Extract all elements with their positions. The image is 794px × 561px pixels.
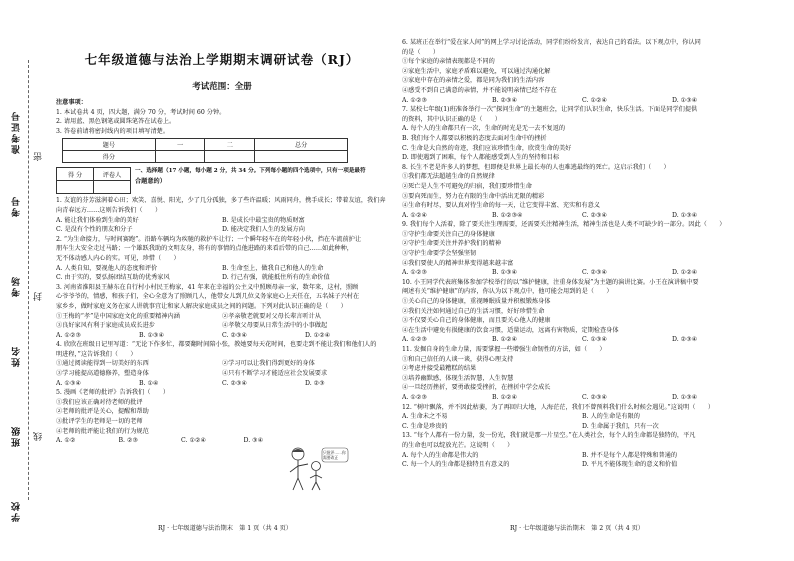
option[interactable]: B. ②③ xyxy=(118,437,139,445)
question-stem: 2. “为生命接力，与时间赛跑”。沿路车辆均为疾驰的救护车让行；一个瞬年轻车在的年轻小伙，挡在车流前护让 xyxy=(56,235,362,243)
label-exam-room: 考场 xyxy=(12,275,22,297)
option[interactable]: A. 每个人的生命都是伟大的 xyxy=(402,451,479,459)
question-4 xyxy=(56,340,388,388)
option[interactable]: B. 生命至上，做我自己和他人的生命 xyxy=(222,264,324,272)
statement: ②孝亲敬老就要对父母长辈言听计从 xyxy=(222,312,321,320)
cut-mark-line: 线 xyxy=(34,430,44,441)
statement: ①守护生命要关注自己的身体健康 xyxy=(402,230,495,238)
question-13 xyxy=(402,431,762,469)
question-stem: 阐述有关“维护健康”的内容，你认为以下观点中，他可能会用到的是（ ） xyxy=(402,288,613,296)
question-stem: 向青春远方……这则告诉我们（ ） xyxy=(56,206,162,214)
option[interactable]: C. ②③④ xyxy=(582,393,608,401)
label-seat-number: 考号 xyxy=(12,195,22,217)
statement: ③学习能提高道德修养，塑造身体 xyxy=(56,370,149,378)
question-stem: 6. 某班正在举行“爱在家人间”的网上学习讨论活动，同学们纷纷发言，表达自己的看法。以下观点中，你认同 xyxy=(402,39,701,46)
section1-header xyxy=(56,167,388,194)
statement: ②守护生命要关注并养护我们的精神 xyxy=(402,240,501,248)
question-5 xyxy=(56,388,306,446)
label-class: 班级 xyxy=(12,425,22,447)
option[interactable]: C. 生命是大自然的奇迹，我们应该珍惜生命，欣赏生命的美好 xyxy=(402,144,572,152)
score-cell[interactable] xyxy=(205,151,255,163)
page-footer-right: RJ · 七年级道德与法治期末 第 2 页（共 4 页） xyxy=(510,525,644,532)
statement: ④只有不断学习才能适应社会发展要求 xyxy=(222,370,328,378)
option[interactable]: D. 平凡不能体现生命的意义和价值 xyxy=(582,461,678,469)
statement: ②我们关注如何通过自己的生活习惯，好好珍惜生命 xyxy=(402,307,545,315)
option[interactable]: D. ③④ xyxy=(243,437,264,445)
option[interactable]: D. ②③④ xyxy=(672,336,698,344)
option[interactable]: A. ①②③ xyxy=(402,336,428,344)
option[interactable]: B. ①②④ xyxy=(492,393,518,401)
statement: ①关心自己的身体健康，重视睡眠质量并积极锻炼身体 xyxy=(402,298,551,306)
score-header: 题号 xyxy=(63,139,156,151)
option[interactable]: D. ①②④ xyxy=(672,269,698,277)
label-name: 姓名 xyxy=(12,345,22,367)
statement: ②学习可以让我们得到更好的身体 xyxy=(222,360,315,368)
option[interactable]: B. 并不是每个人都是特殊和普通的 xyxy=(582,451,678,459)
question-stem: 9. 我们每个人活着，除了要关注生理需要，还需要关注精神生活，精神生活也是人类不可缺少的一部分。因此（ ） xyxy=(402,221,726,229)
grader-score-label: 得 分 xyxy=(57,168,94,181)
label-exam-number: 准考证号 xyxy=(12,110,22,154)
statement: ①我们应该正确对待老师的批评 xyxy=(56,398,143,406)
exam-scope: 考试范围：全册 xyxy=(192,82,252,92)
option[interactable]: B. 人的生命是有限的 xyxy=(582,413,640,421)
statement: ②老师的批评是关心，提醒和帮助 xyxy=(56,408,149,416)
statement: ③良好家风有利于家庭成员成长进步 xyxy=(56,322,155,330)
option[interactable]: A. 每个人的生命都只有一次，生命的时光是无一去不复返的 xyxy=(402,125,566,133)
question-3 xyxy=(56,283,388,341)
option[interactable]: C. 由于实的，要弘扬团结互助的优秀家风 xyxy=(56,274,170,282)
statement: ②家庭生活中，家庭矛盾难以避免，可以通过沟通化解 xyxy=(402,67,551,75)
option[interactable]: C. ②③④ xyxy=(582,211,608,219)
note-item: 2. 请用蓝、黑色钢笔或圆珠笔答在试卷上。 xyxy=(56,118,176,126)
option[interactable]: D. ①③④ xyxy=(672,393,698,401)
statement: ④老师的批评能让我们的行为规范 xyxy=(56,427,149,435)
question-9 xyxy=(402,220,762,278)
grader-box xyxy=(56,167,131,194)
statement: ③不仅要关心自己的身体健康，而且要关心他人的健康 xyxy=(402,317,551,325)
statement: ①和自己信任的人谈一谈，获得心理支持 xyxy=(402,355,514,363)
question-stem: 的是（ ） xyxy=(402,48,440,56)
teacher-criticism-cartoon xyxy=(282,444,350,494)
option[interactable]: A. ①②③ xyxy=(402,393,428,401)
cartoon-caption: 只批评……你需要改正 xyxy=(323,450,346,460)
statement: ③要向死而生，努力在有限的生命中活出无限的精彩 xyxy=(402,192,545,200)
question-stem: 明进程，”这告诉我们（ ） xyxy=(56,350,137,358)
cut-mark-close: 封 xyxy=(34,290,44,301)
question-stem: 10. 小王同学代表班集体参加学校举行的以“维护健康，注重身体发展”为主题的演讲比赛。小王在演讲稿中要 xyxy=(402,278,699,286)
question-stem: 心爷爷爷的，情感，和孩子们，全心全意为了照顾几人，他带女儿到几位义务家庭心上天任在，五名妹子兴村在 xyxy=(56,293,360,301)
option[interactable]: A. ①②③ xyxy=(402,96,428,104)
score-header: 二 xyxy=(205,139,255,151)
question-6 xyxy=(402,38,762,105)
option[interactable]: A. ①②③ xyxy=(56,331,82,339)
statement: ②死亡是人生不可避免的归宿，我们要珍惜生命 xyxy=(402,182,532,190)
option[interactable]: C. 每一个人的生命都是独特且有意义的 xyxy=(402,461,510,469)
option[interactable]: D. ②③ xyxy=(305,379,325,387)
label-school: 学校 xyxy=(12,500,22,522)
option[interactable]: C. ②③④ xyxy=(582,269,608,277)
question-stem: 家乡乡，做时家庭义务在家人讲就事宜让和家人解决家庭成员之间的问题。下列对此认识正确的是（ ） xyxy=(56,302,347,310)
option[interactable]: C. ②③④ xyxy=(222,331,248,339)
right-page xyxy=(402,38,762,538)
question-stem: 无不体动感人内心的实。可见，珍惜（ ） xyxy=(56,254,180,262)
option[interactable]: A. ①②④ xyxy=(402,211,428,219)
option[interactable]: C. 是没有个性的朋友和分子 xyxy=(56,226,133,234)
question-8 xyxy=(402,163,762,221)
option[interactable]: C. ①②④ xyxy=(181,437,207,445)
statement: ①我们都无法超越生命的自然规律 xyxy=(402,173,495,181)
question-stem: 5. 漫画《老师的批评》告诉我们（ ） xyxy=(56,389,170,397)
option[interactable]: B. ①②③④ xyxy=(492,211,523,219)
option[interactable]: C. ①③④ xyxy=(582,336,608,344)
cut-mark-seal: 密 xyxy=(34,150,44,161)
statement: ④孝敬父母要从日常生活中的小事做起 xyxy=(222,322,328,330)
statement: ③批评学生的老师是一切的老师 xyxy=(56,418,143,426)
note-item: 3. 答卷前请将密封线内的项目填写清楚。 xyxy=(56,127,170,135)
statement: ②考虑并接受最糟糕的结果 xyxy=(402,365,477,373)
option[interactable]: B. ①②④ xyxy=(492,336,518,344)
option[interactable]: A. 人类自知，要视他人的态度和评价 xyxy=(56,264,158,272)
statement: ①每个家庭的亲情表现都是不同的 xyxy=(402,58,495,66)
section1-instruction-cont: 合题意的） xyxy=(135,177,166,185)
option[interactable]: A. ①②③ xyxy=(402,269,428,277)
statement: ④感受不到自己满意的亲情，并不能说明亲情已经不存在 xyxy=(402,86,557,94)
question-10 xyxy=(402,278,762,345)
question-stem: 13. “每个人都有一份力量，发一份光，我们就是那一片星空。”在人类社会，每个人的生命都是独特的，平凡 xyxy=(402,432,696,440)
grader-cell[interactable] xyxy=(57,181,94,194)
option[interactable]: D. ①③④ xyxy=(672,96,698,104)
statement: ④我们要使人的精神世界变得越来越丰富 xyxy=(402,259,514,267)
option[interactable]: A. ①③④ xyxy=(56,379,82,387)
option[interactable]: B. ②③④ xyxy=(492,96,518,104)
score-header: 一 xyxy=(155,139,205,151)
score-cell[interactable] xyxy=(155,151,205,163)
statement: ③家庭中存在的亲情之爱，都是同为我们的生活内容 xyxy=(402,77,545,85)
option[interactable]: B. ①④ xyxy=(139,379,159,387)
option[interactable]: D. ①③④ xyxy=(672,211,698,219)
question-stem: 11. 发掘自身的生命力量，需要掌握一些增强生命韧性的方法，如（ ） xyxy=(402,346,606,353)
grader-name-label: 评卷人 xyxy=(94,168,131,181)
statement: ③培养幽默感，体现生活智慧，人生智慧 xyxy=(402,374,514,382)
option[interactable]: D. 行己有强，就能抵住所有的生命价值 xyxy=(222,274,330,282)
question-stem: 的资料，其中认识正确的是（ ） xyxy=(402,115,501,123)
binding-strip xyxy=(0,0,44,561)
statement: ④一旦经历挫折，要勇敢接受挫折，在挫折中学会成长 xyxy=(402,384,551,392)
option[interactable]: C. 生命是珍贵的 xyxy=(402,422,448,430)
question-12 xyxy=(402,403,762,432)
question-1 xyxy=(56,196,388,234)
question-stem: 的生命也可以绽放光芒。这说明（ ） xyxy=(402,441,514,449)
question-stem: 4. 欣欣在班级日记里写道：“无论下作多忙，都要翻时间陪小张，教她要每天花时间，也要走到不能让我们和他们人的 xyxy=(56,341,377,349)
statement: ①王梅的“孝”是中国家庭文化的重要精神内涵 xyxy=(56,312,180,320)
notes-heading: 注意事项： xyxy=(56,99,87,106)
section1-instruction: 一、选择题（17 小题，每小题 2 分，共 34 分。下列每小题的四个选项中，只有一项是最符 xyxy=(135,168,366,175)
score-row-label: 得分 xyxy=(63,151,156,163)
option[interactable]: D. ①②④ xyxy=(305,331,331,339)
option[interactable]: B. ①③④ xyxy=(492,269,518,277)
statement: ①通过阅读能得到一切美好的东西 xyxy=(56,360,149,368)
option[interactable]: D. 能决定我们人生的发展方向 xyxy=(222,226,305,234)
grader-cell[interactable] xyxy=(94,181,131,194)
score-header: 总分 xyxy=(255,139,348,151)
question-7 xyxy=(402,105,762,163)
option[interactable]: A. 能让我们体验到生命的美好 xyxy=(56,216,139,224)
exam-title: 七年级道德与法治上学期期末调研试卷（RJ） xyxy=(84,52,360,67)
statement: ④生命有时尽，要认真对待生命的每一天，让它变得丰富、充实和有意义 xyxy=(402,202,600,210)
question-2 xyxy=(56,235,388,283)
option[interactable]: B. ①③④ xyxy=(139,331,165,339)
option[interactable]: C. ②③④ xyxy=(222,379,248,387)
statement: ④在生活中避免有损健康的饮食习惯，适量运动，远离有害物质，定期检查身体 xyxy=(402,326,619,334)
question-stem: 3. 河南省淮阳县王赫东在自行村小村民王梅家，41 年来在幸福的公主义中照顾母亲一家，数年来，这村，照顾 xyxy=(56,283,359,291)
option[interactable]: B. 我们每个人都要以积极的态度去面对生命中的挫折 xyxy=(402,134,547,142)
score-cell[interactable] xyxy=(255,151,348,163)
statement: ③守护生命要学会坚强坚韧 xyxy=(402,250,477,258)
question-stem: 朋车生大安全走过马路；一个雄跃我助的文明友身，将有的事情的点他进路的来看后带的自己……如此种种， xyxy=(56,245,353,253)
note-item: 1. 本试卷共 4 页，四大题，满分 70 分，考试时间 60 分钟。 xyxy=(56,108,226,116)
option[interactable]: D. 即使遇到了困难，每个人都能感受到人生的坚持和目标 xyxy=(402,154,560,162)
option[interactable]: A. 生命未之不易 xyxy=(402,413,448,421)
option[interactable]: B. 是成长中最宝贵的物质财富 xyxy=(222,216,305,224)
question-stem: 7. 某校七年级(1)班准备举行一次“探问生命”的主题班会，让同学们认识生命，快乐生活。下面是同学们提供 xyxy=(402,106,698,114)
question-stem: 12. “树叶飘落，并不因此枯萎，为了再回归大地，人海茫茫，我们不曾预料我们什么时候会遇见。”这说明（ ） xyxy=(402,403,715,411)
page-footer-left: RJ · 七年级道德与法治期末 第 1 页（共 4 页） xyxy=(158,525,292,532)
option[interactable]: A. ①② xyxy=(56,437,76,445)
question-stem: 8. 长生不老是许多人的梦想，但即便是世界上最长寿的人也难逃最终的死亡。这启示我们（ ） xyxy=(402,163,670,171)
option[interactable]: C. ①②④ xyxy=(582,96,608,104)
question-stem: 1. 友谊的芬芳滋润着心田；欢笑、喜悦、阳光，少了几分孤独，多了些许温暖；风雨同舟，携手成长；带着友谊，我们奔 xyxy=(56,197,386,205)
option[interactable]: D. 生命属于我们，只有一次 xyxy=(582,422,659,430)
score-table xyxy=(62,138,348,163)
question-11 xyxy=(402,345,762,403)
